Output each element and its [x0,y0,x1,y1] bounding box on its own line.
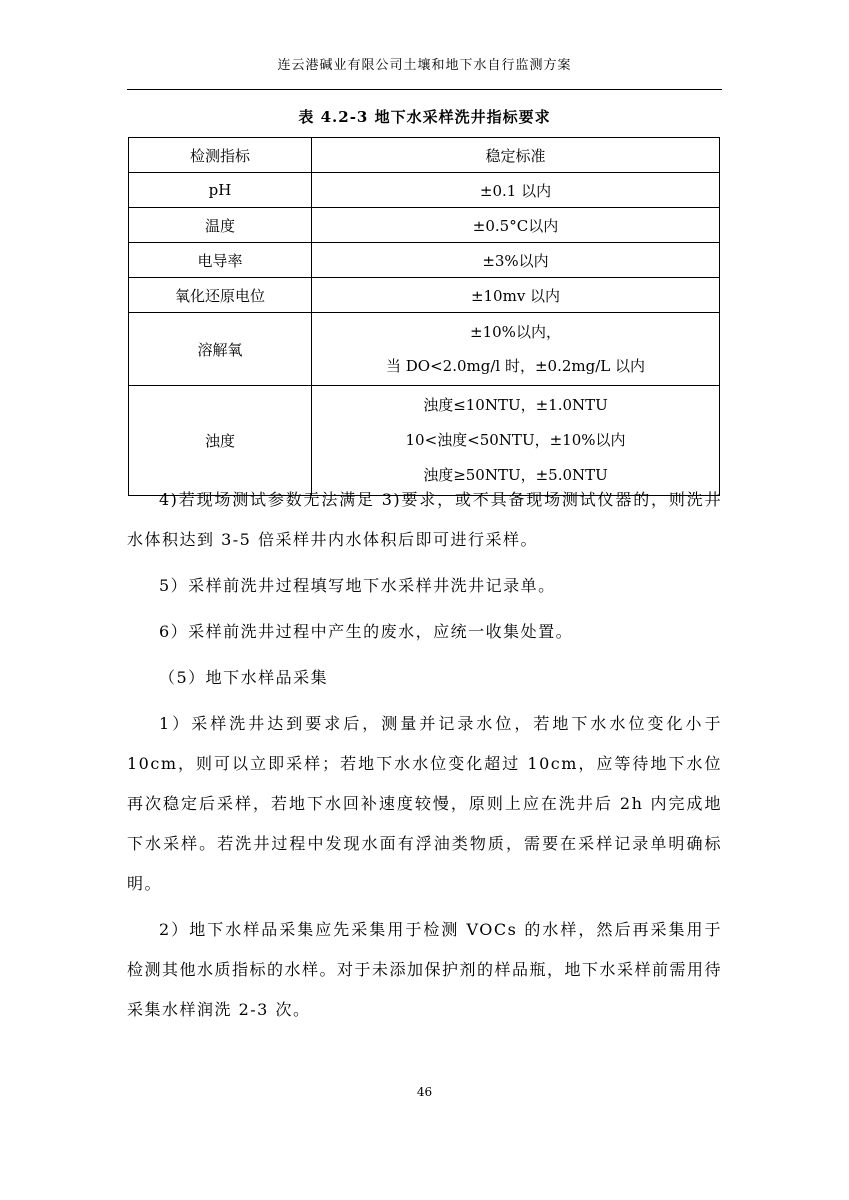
standard-line: 浊度≥50NTU，±5.0NTU [423,466,608,484]
standard-line: ±10%以内， [470,323,561,341]
standard-line: 10<浊度<50NTU，±10%以内 [405,431,626,449]
paragraph: 6）采样前洗井过程中产生的废水，应统一收集处置。 [159,622,574,641]
standard-cell: ±3%以内 [312,243,720,278]
standard-cell [312,313,720,386]
column-header-standard: 稳定标准 [312,138,720,173]
paragraph: 1）采样洗井达到要求后，测量并记录水位，若地下水水位变化小于 10cm，则可以立即采样；若地下水水位变化超过 10cm，应等待地下水位再次稳定后采样，若地下水回补速度较慢，原则上应在洗井后 2h 内完成地下水采样。若洗井过程中发现水面有浮油类物质，需要在采样记录单明确标明。 [127,714,722,893]
body-text [127,480,722,1036]
indicator-cell: 氧化还原电位 [129,278,312,313]
table-row [129,173,720,208]
table-row [129,313,720,386]
section-heading: （5）地下水样品采集 [159,668,329,687]
running-header: 连云港碱业有限公司土壤和地下水自行监测方案 [277,58,572,73]
table-header-row [129,138,720,173]
indicator-cell: 温度 [129,208,312,243]
standard-cell [312,386,720,496]
table-row [129,208,720,243]
column-header-indicator: 检测指标 [129,138,312,173]
standard-cell: ±10mv 以内 [312,278,720,313]
standard-line: 浊度≤10NTU，±1.0NTU [423,396,608,414]
indicator-table [128,137,720,496]
table-caption: 表 4.2-3 地下水采样洗井指标要求 [298,108,551,126]
table-row [129,386,720,496]
table-row [129,278,720,313]
paragraph: 5）采样前洗井过程填写地下水采样井洗井记录单。 [159,576,556,595]
standard-cell: ±0.1 以内 [312,173,720,208]
indicator-cell: 浊度 [129,386,312,496]
indicator-cell: pH [129,173,312,208]
header-rule [127,89,722,90]
standard-line: 当 DO<2.0mg/l 时，±0.2mg/L 以内 [386,357,645,375]
paragraph: 2）地下水样品采集应先采集用于检测 VOCs 的水样，然后再采集用于检测其他水质指标的水样。对于未添加保护剂的样品瓶，地下水采样前需用待采集水样润洗 2-3 次。 [127,920,723,1019]
indicator-cell: 电导率 [129,243,312,278]
page-number: 46 [416,1085,433,1099]
paragraph: 4)若现场测试参数无法满足 3)要求，或不具备现场测试仪器的，则洗井水体积达到 3-5 倍采样井内水体积后即可进行采样。 [127,490,722,549]
indicator-cell: 溶解氧 [129,313,312,386]
table-row [129,243,720,278]
standard-cell: ±0.5°C以内 [312,208,720,243]
